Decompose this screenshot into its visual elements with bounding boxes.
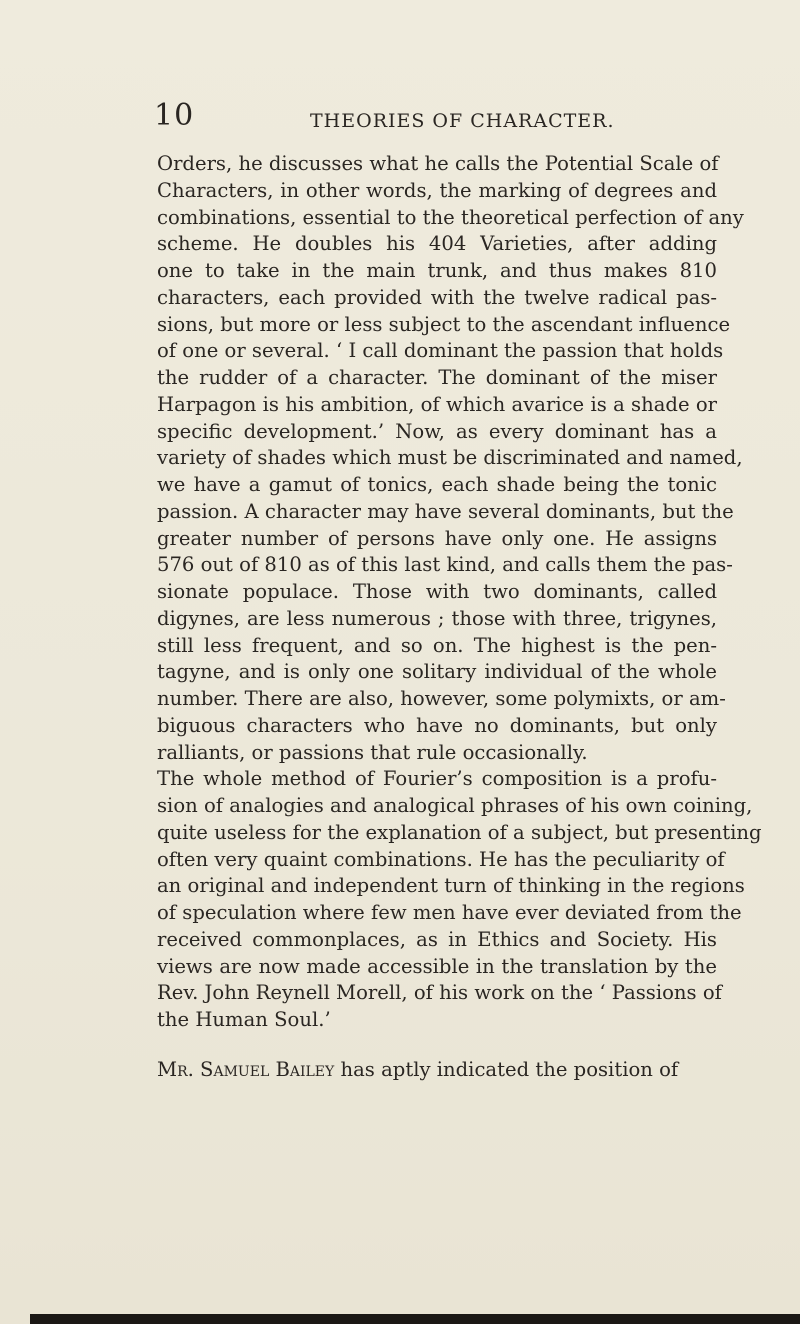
text-line: scheme. He doubles his 404 Varieties, after adding bbox=[157, 232, 717, 256]
running-title: THEORIES OF CHARACTER. bbox=[310, 110, 615, 132]
text-line: greater number of persons have only one. He assigns bbox=[157, 526, 717, 550]
text-line: one to take in the main trunk, and thus makes 810 bbox=[157, 259, 717, 282]
text-line: we have a gamut of tonics, each shade being the tonic bbox=[157, 473, 717, 496]
text-line: received commonplaces, as in Ethics and Society. His bbox=[157, 927, 717, 951]
text-line: number. There are also, however, some polymixts, or am- bbox=[157, 687, 726, 710]
text-line: an original and independent turn of thinking in the regions bbox=[157, 874, 745, 898]
text-line: biguous characters who have no dominants, but only bbox=[157, 713, 717, 737]
text-line: Orders, he discusses what he calls the Potential Scale of bbox=[157, 152, 719, 175]
text-line: characters, each provided with the twelve radical pas- bbox=[157, 285, 717, 309]
text-line: of speculation where few men have ever deviated from the bbox=[157, 901, 742, 924]
text-line: the Human Soul.’ bbox=[157, 1008, 331, 1031]
page-edge-rule bbox=[30, 1314, 800, 1324]
text-line: specific development.’ Now, as every dominant has a bbox=[157, 419, 717, 443]
text-line: tagyne, and is only one solitary individual of the whole bbox=[157, 660, 717, 684]
author-name: Mr. Samuel Bailey bbox=[157, 1057, 335, 1081]
body-text bbox=[157, 151, 762, 1084]
paragraph-gap bbox=[157, 1034, 717, 1057]
text-line: still less frequent, and so on. The highest is the pen- bbox=[157, 633, 717, 657]
text-line: combinations, essential to the theoretical perfection of any bbox=[157, 205, 744, 229]
text-line: the rudder of a character. The dominant of the miser bbox=[157, 366, 717, 389]
text-line: ralliants, or passions that rule occasionally. bbox=[157, 740, 588, 764]
text-line: digynes, are less numerous ; those with three, trigynes, bbox=[157, 606, 717, 630]
text-line: passion. A character may have several dominants, but the bbox=[157, 499, 734, 523]
text-line: Harpagon is his ambition, of which avarice is a shade or bbox=[157, 392, 717, 416]
text-line: often very quaint combinations. He has the peculiarity of bbox=[157, 847, 725, 871]
text-line: 576 out of 810 as of this last kind, and calls them the pas- bbox=[157, 553, 733, 577]
text-line: Rev. John Reynell Morell, of his work on the ‘ Passions of bbox=[157, 981, 722, 1005]
text-line: views are now made accessible in the translation by the bbox=[157, 954, 717, 978]
text-line: Characters, in other words, the marking of degrees and bbox=[157, 178, 717, 202]
text-line: sion of analogies and analogical phrases of his own coining, bbox=[157, 794, 753, 817]
page-number: 10 bbox=[154, 98, 195, 133]
text-line: of one or several. ‘ I call dominant the passion that holds bbox=[157, 339, 724, 363]
text-line: quite useless for the explanation of a subject, but presenting bbox=[157, 820, 762, 844]
text-line: The whole method of Fourier’s composition is a profu- bbox=[157, 767, 717, 791]
text-line bbox=[157, 1057, 717, 1084]
page-header bbox=[0, 98, 800, 134]
text-line: sionate populace. Those with two dominants, called bbox=[157, 580, 717, 603]
text-line: variety of shades which must be discriminated and named, bbox=[157, 446, 743, 470]
text-line: sions, but more or less subject to the ascendant influence bbox=[157, 312, 731, 336]
text-run: has aptly indicated the position of bbox=[334, 1057, 679, 1081]
